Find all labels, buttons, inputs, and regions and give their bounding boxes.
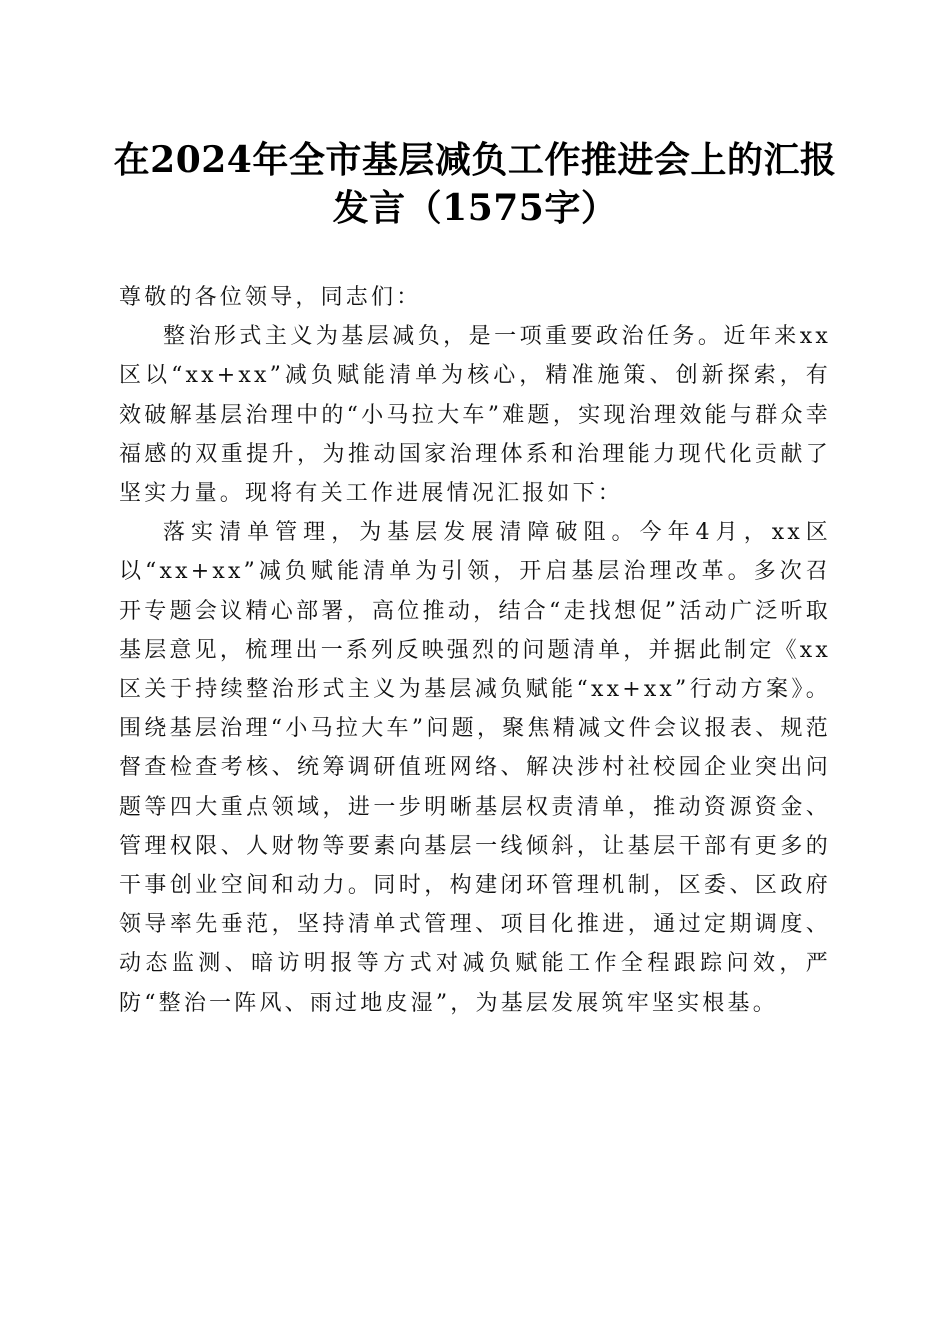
- title-line-2: 发言（1575字）: [332, 187, 618, 229]
- salutation: 尊敬的各位领导，同志们：: [119, 285, 422, 310]
- paragraph-intro: 整治形式主义为基层减负，是一项重要政治任务。近年来xx区以“xx+xx”减负赋能清单为核心，精准施策、创新探索，有效破解基层治理中的“小马拉大车”难题，实现治理效能与群众幸福感的双重提升，为推动国家治理体系和治理能力现代化贡献了坚实力量。现将有关工作进展情况汇报如下：: [119, 324, 831, 507]
- title-line-1: 在2024年全市基层减负工作推进会上的汇报: [113, 139, 837, 181]
- document-title: [100, 136, 850, 232]
- document-body: [119, 278, 831, 1023]
- paragraph-checklist-management: 落实清单管理，为基层发展清障破阻。今年4月，xx区以“xx+xx”减负赋能清单为引领，开启基层治理改革。多次召开专题会议精心部署，高位推动，结合“走找想促”活动广泛听取基层意见，梳理出一系列反映强烈的问题清单，并据此制定《xx区关于持续整治形式主义为基层减负赋能“xx+xx”行动方案》。围绕基层治理“小马拉大车”问题，聚焦精减文件会议报表、规范督查检查考核、统筹调研值班网络、解决涉村社校园企业突出问题等四大重点领域，进一步明晰基层权责清单，推动资源资金、管理权限、人财物等要素向基层一线倾斜，让基层干部有更多的干事创业空间和动力。同时，构建闭环管理机制，区委、区政府领导率先垂范，坚持清单式管理、项目化推进，通过定期调度、动态监测、暗访明报等方式对减负赋能工作全程跟踪问效，严防“整治一阵风、雨过地皮湿”，为基层发展筑牢坚实根基。: [119, 520, 831, 1016]
